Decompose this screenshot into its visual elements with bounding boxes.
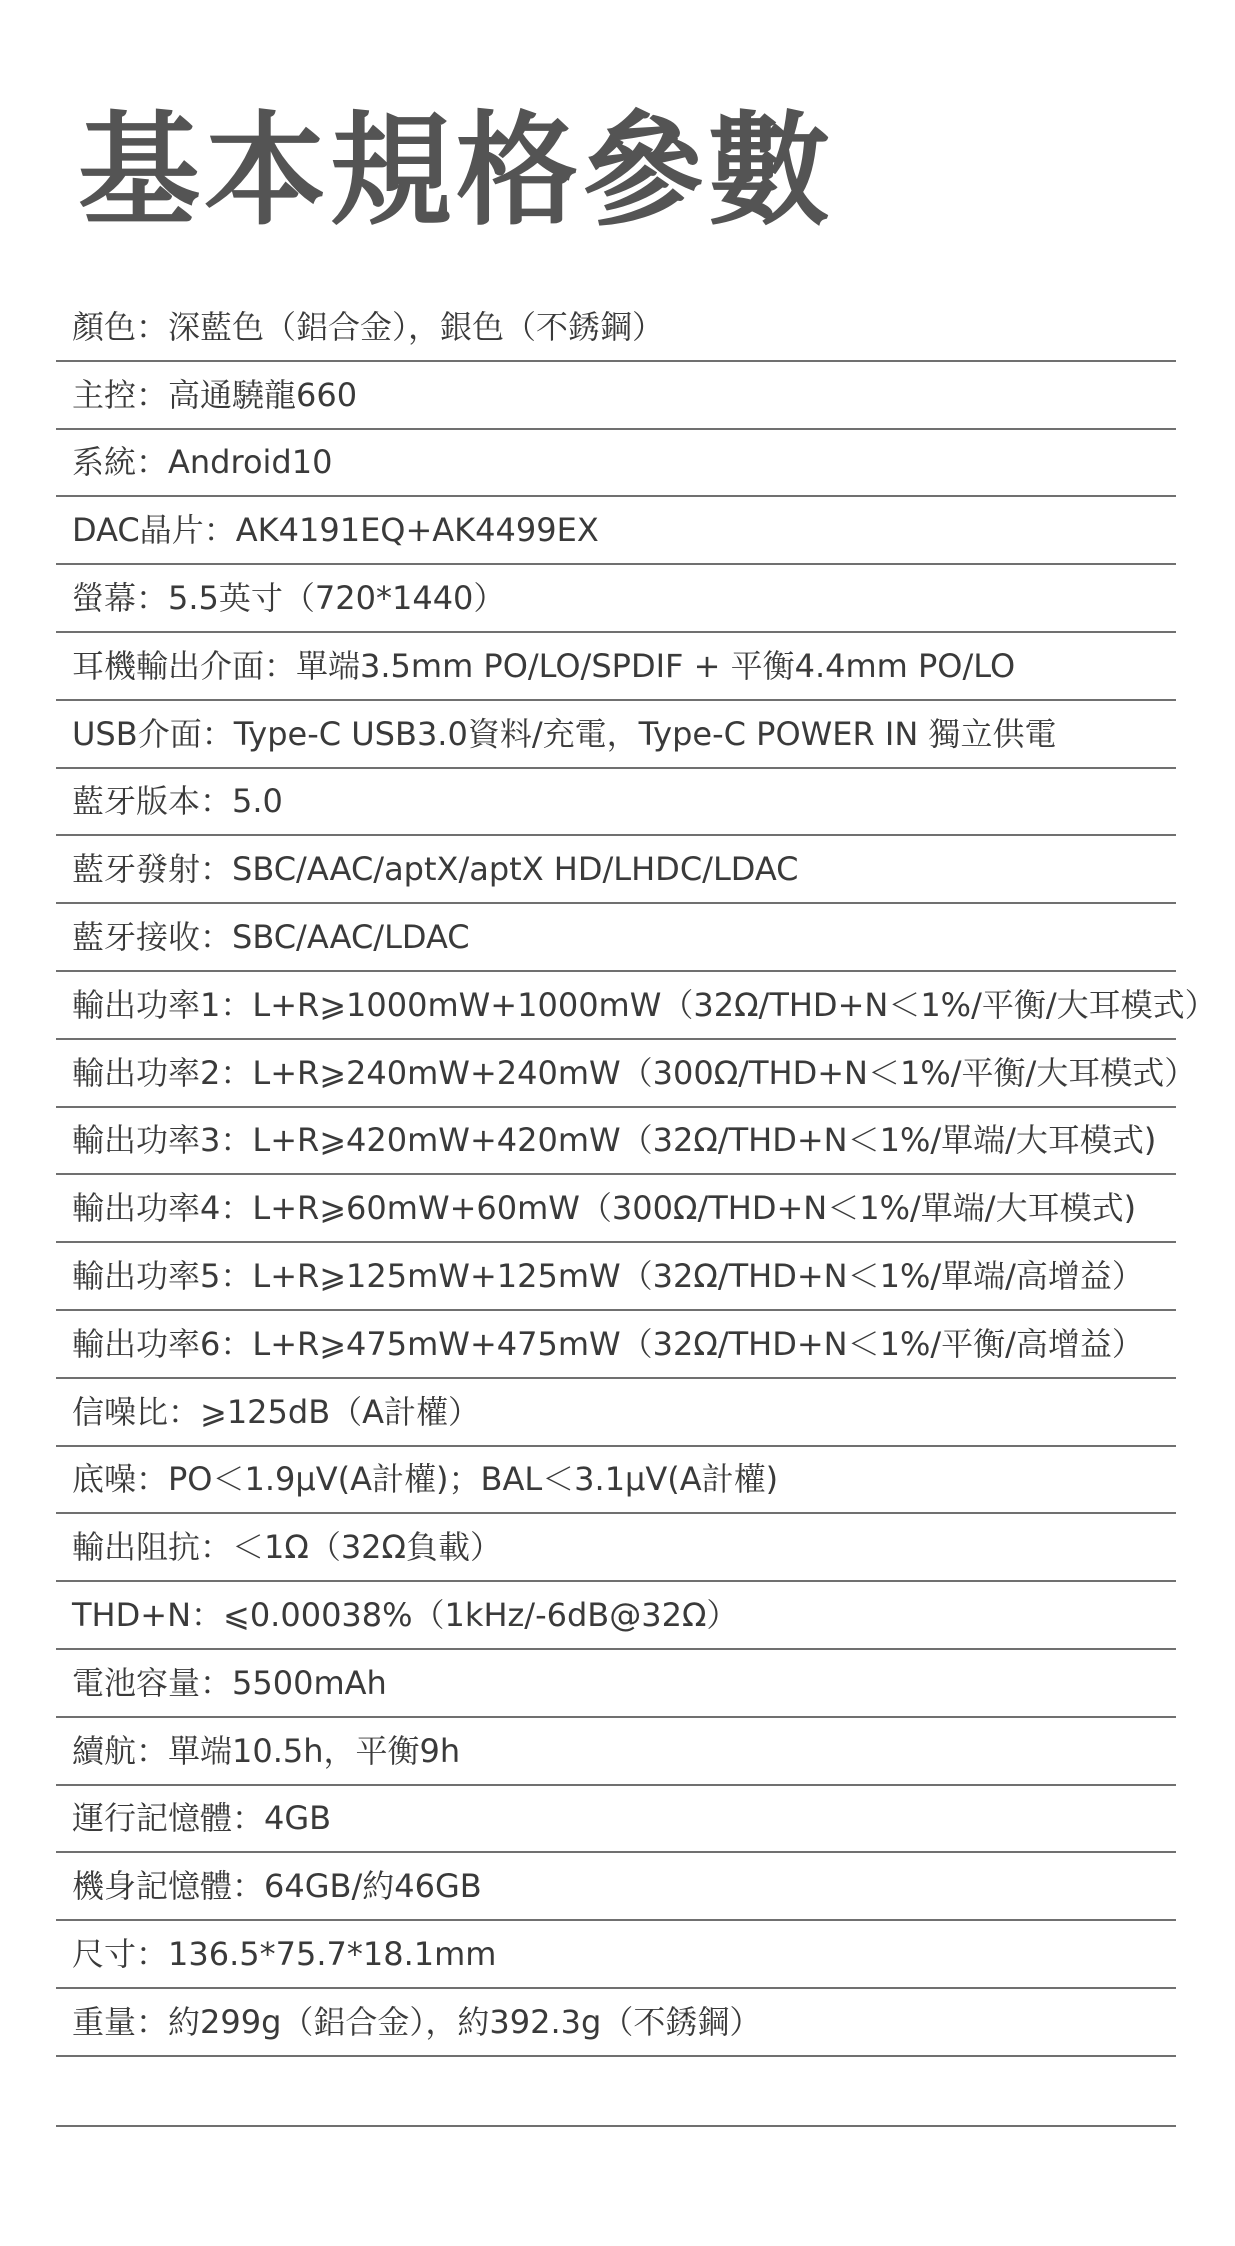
spec-list [56, 294, 1217, 2127]
spec-row-empty [56, 2057, 1176, 2127]
spec-item-dac: DAC晶片：AK4191EQ+AK4499EX [56, 497, 1176, 565]
spec-item-chipset: 主控：高通驍龍660 [56, 362, 1176, 430]
spec-item-screen: 螢幕：5.5英寸（720*1440） [56, 565, 1176, 633]
spec-item-snr: 信噪比：⩾125dB（A計權） [56, 1379, 1176, 1447]
spec-item-output-power-2: 輸出功率2：L+R⩾240mW+240mW（300Ω/THD+N＜1%/平衡/大耳模式） [56, 1040, 1176, 1108]
spec-item-bluetooth-transmit: 藍牙發射：SBC/AAC/aptX/aptX HD/LHDC/LDAC [56, 836, 1176, 904]
spec-item-bluetooth-version: 藍牙版本：5.0 [56, 769, 1176, 837]
spec-item-weight: 重量：約299g（鋁合金），約392.3g（不銹鋼） [56, 1989, 1176, 2057]
spec-item-output-power-5: 輸出功率5：L+R⩾125mW+125mW（32Ω/THD+N＜1%/單端/高增益） [56, 1243, 1176, 1311]
spec-item-os: 系統：Android10 [56, 430, 1176, 498]
spec-item-output-power-3: 輸出功率3：L+R⩾420mW+420mW（32Ω/THD+N＜1%/單端/大耳模式) [56, 1108, 1176, 1176]
spec-item-noise-floor: 底噪：PO＜1.9μV(A計權)；BAL＜3.1μV(A計權) [56, 1447, 1176, 1515]
spec-item-battery: 電池容量：5500mAh [56, 1650, 1176, 1718]
spec-item-color: 顏色：深藍色（鋁合金），銀色（不銹鋼） [56, 294, 1176, 362]
spec-item-usb: USB介面：Type-C USB3.0資料/充電，Type-C POWER IN 獨立供電 [56, 701, 1176, 769]
spec-item-output-power-4: 輸出功率4：L+R⩾60mW+60mW（300Ω/THD+N＜1%/單端/大耳模式) [56, 1175, 1176, 1243]
spec-item-storage: 機身記憶體：64GB/約46GB [56, 1853, 1176, 1921]
spec-item-output-impedance: 輸出阻抗：＜1Ω（32Ω負載） [56, 1514, 1176, 1582]
spec-item-output-power-6: 輸出功率6：L+R⩾475mW+475mW（32Ω/THD+N＜1%/平衡/高增益） [56, 1311, 1176, 1379]
spec-item-thd: THD+N：⩽0.00038%（1kHz/-6dB@32Ω） [56, 1582, 1176, 1650]
spec-item-battery-life: 續航：單端10.5h，平衡9h [56, 1718, 1176, 1786]
spec-item-bluetooth-receive: 藍牙接收：SBC/AAC/LDAC [56, 904, 1176, 972]
page-title: 基本規格參數 [78, 100, 834, 242]
spec-item-output-power-1: 輸出功率1：L+R⩾1000mW+1000mW（32Ω/THD+N＜1%/平衡/大耳模式） [56, 972, 1176, 1040]
spec-item-dimensions: 尺寸：136.5*75.7*18.1mm [56, 1921, 1176, 1989]
spec-item-headphone-output: 耳機輸出介面：單端3.5mm PO/LO/SPDIF + 平衡4.4mm PO/LO [56, 633, 1176, 701]
spec-item-ram: 運行記憶體：4GB [56, 1786, 1176, 1854]
